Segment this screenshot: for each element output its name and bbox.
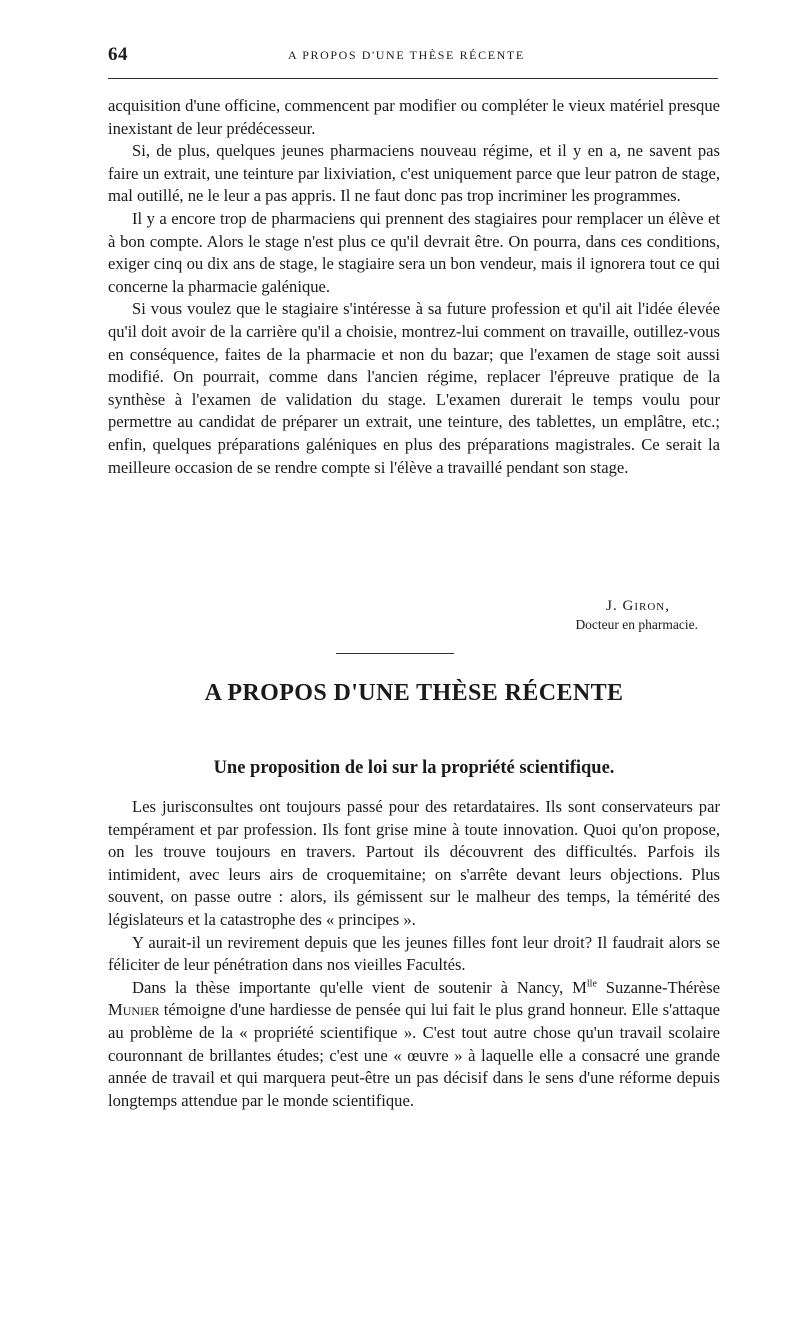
article-subtitle: Une proposition de loi sur la propriété scientifique. [213, 758, 615, 778]
paragraph: acquisition d'une officine, commencent par modifier ou compléter le vieux matériel presque inexistant de leur prédécesseur. [108, 96, 720, 138]
paragraph: Les jurisconsultes ont toujours passé pour des retardataires. Ils sont conservateurs par tempérament et par profession. Ils font grise mine à toute innovation. Quoi qu'on propose, on les trouve toujours en travers. Partout ils découvrent des difficultés. Parfois ils intimident, avec leurs airs de croquemitaine; on s'arrête devant leurs objections. Plus souvent, on passe outre : alors, ils gémissent sur le malheur des temps, la témérité des législateurs et la catastrophe des « principes ». [108, 797, 720, 929]
title-abbreviation: lle [586, 978, 597, 990]
section-divider [336, 653, 454, 654]
signature [108, 596, 698, 634]
paragraph-text: Dans la thèse importante qu'elle vient de soutenir à Nancy, M [132, 977, 587, 997]
header-rule [108, 78, 718, 79]
signature-role: Docteur en pharmacie. [575, 617, 698, 632]
paragraph [108, 977, 720, 1113]
paragraph-text: témoigne d'une hardiesse de pensée qui lui fait le plus grand honneur. Elle s'attaque au problème de la « propriété scientifique ». C'est tout autre chose qu'un travail scolaire couronnant de brillantes études; c'est une « œuvre » à laquelle elle a consacré une grande année de travail et qui marquera peut-être un pas décisif dans le sens d'une réforme depuis longtemps attendue par le monde scientifique. [108, 1000, 720, 1110]
signature-name [108, 596, 698, 616]
paragraph: Si, de plus, quelques jeunes pharmaciens nouveau régime, et il y en a, ne savent pas faire un extrait, une teinture par lixiviation, c'est uniquement parce que leur patron de stage, mal outillé, ne le leur a pas appris. Il ne faut donc pas trop incriminer les programmes. [108, 141, 720, 206]
article-1-body [108, 95, 720, 479]
author-surname: Munier [108, 1000, 160, 1020]
article-2-body [108, 796, 720, 1112]
running-head [108, 44, 720, 68]
signature-surname: Giron, [622, 598, 670, 614]
paragraph: Y aurait-il un revirement depuis que les jeunes filles font leur droit? Il faudrait alors se féliciter de leur pénétration dans nos vieilles Facultés. [108, 932, 720, 975]
article-title: A PROPOS D'UNE THÈSE RÉCENTE [204, 680, 624, 706]
paragraph: Il y a encore trop de pharmaciens qui prennent des stagiaires pour remplacer un élève et à bon compte. Alors le stage n'est plus ce qu'il devrait être. On pourra, dans ces conditions, exiger cinq ou dix ans de stage, le stagiaire sera un bon vendeur, mais il ignorera tout ce qui concerne la pharmacie galénique. [108, 208, 720, 296]
paragraph: Si vous voulez que le stagiaire s'intéresse à sa future profession et qu'il ait l'idée élevée qu'il doit avoir de la carrière qu'il a choisie, montrez-lui comment on travaille, outillez-vous en conséquence, faites de la pharmacie et non du bazar; que l'examen de stage soit aussi modifié. On pourrait, comme dans l'ancien régime, replacer l'épreuve pratique de la synthèse à l'examen de validation du stage. L'examen durerait le temps voulu pour permettre au candidat de préparer un extrait, une teinture, des tablettes, un emplâtre, etc.; enfin, quelques préparations galéniques en plus des préparations magistrales. Ce serait la meilleure occasion de se rendre compte si l'élève a travaillé pendant son stage. [108, 299, 720, 477]
signature-initial: J. [606, 598, 618, 614]
running-title: A PROPOS D'UNE THÈSE RÉCENTE [288, 48, 525, 62]
page-number: 64 [108, 44, 128, 65]
author-first-name: Suzanne-Thérèse [596, 977, 720, 997]
